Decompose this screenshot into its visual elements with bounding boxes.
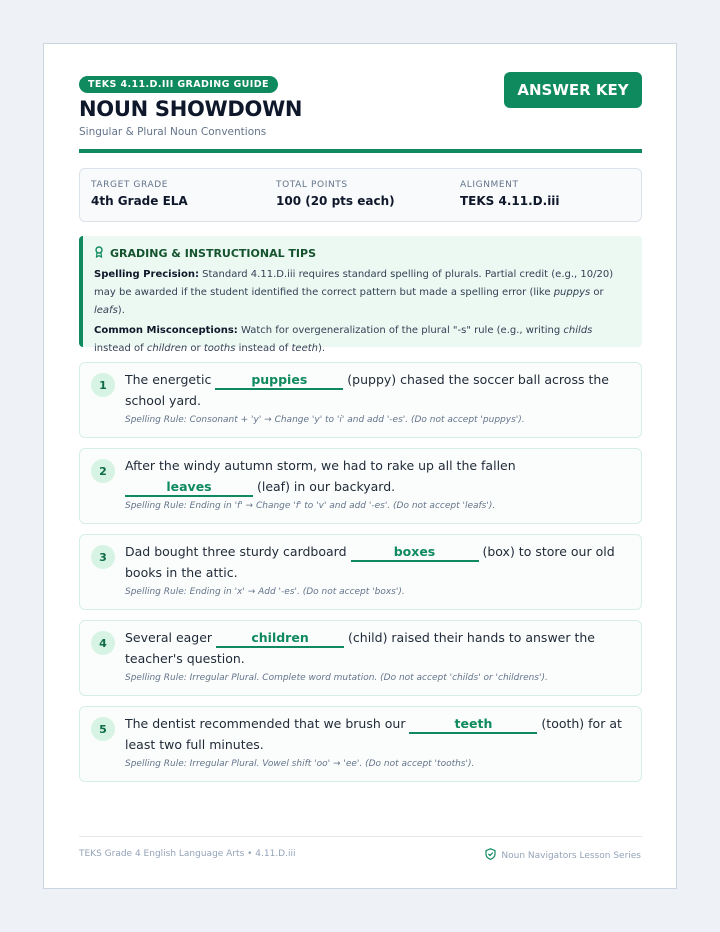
tip-example: puppys — [553, 287, 591, 298]
meta-value: TEKS 4.11.D.iii — [460, 194, 560, 208]
meta-alignment — [460, 180, 560, 208]
meta-label: TOTAL POINTS — [276, 180, 348, 190]
answer-key-label: ANSWER KEY — [504, 72, 642, 108]
page-title: NOUN SHOWDOWN — [79, 97, 303, 121]
tip-text: or — [590, 287, 604, 298]
footer-divider — [79, 836, 642, 837]
tip-text: instead of — [94, 343, 147, 354]
question-after: (puppy) chased the soccer ball across the school yard. — [125, 372, 609, 408]
tip-example: leafs — [94, 305, 118, 316]
tip-example: teeth — [291, 343, 318, 354]
tip-text: ). — [318, 343, 326, 354]
answer-blank: leaves — [125, 478, 253, 497]
tip-text: instead of — [235, 343, 292, 354]
question-after: (tooth) for at least two full minutes. — [125, 716, 622, 752]
tips-heading-text: GRADING & INSTRUCTIONAL TIPS — [110, 247, 317, 260]
footer-standard: TEKS Grade 4 English Language Arts • 4.11.D.iii — [79, 849, 296, 859]
tip-text: ). — [117, 305, 125, 316]
answer-blank: teeth — [409, 715, 537, 734]
tip-text: Standard 4.11.D.iii requires standard spelling of plurals. Partial credit (e.g., 10/20) may be awarded if the student identified the correct pattern but made a spelling error (like — [94, 269, 614, 298]
question-card — [79, 620, 642, 696]
question-text — [125, 541, 637, 583]
spelling-rule-note: Spelling Rule: Ending in 'f' → Change 'f' to 'v' and add '-es'. (Do not accept 'leafs'). — [125, 501, 496, 511]
answer-blank: puppies — [215, 371, 343, 390]
spelling-rule-note: Spelling Rule: Irregular Plural. Complete word mutation. (Do not accept 'childs' or 'childrens'). — [125, 673, 548, 683]
spelling-tip-label: Spelling Precision: — [94, 269, 199, 280]
question-number: 3 — [91, 545, 115, 569]
question-number: 5 — [91, 717, 115, 741]
footer-series-text: Noun Navigators Lesson Series — [501, 850, 641, 861]
misconception-tip-label: Common Misconceptions: — [94, 325, 238, 336]
worksheet-page — [43, 43, 677, 889]
answer-blank: children — [216, 629, 344, 648]
tips-heading — [94, 246, 630, 261]
grading-tips-panel — [79, 236, 642, 354]
meta-label: ALIGNMENT — [460, 180, 519, 190]
grading-guide-badge: TEKS 4.11.D.III GRADING GUIDE — [79, 76, 278, 93]
meta-total-points — [276, 180, 395, 208]
page-subtitle: Singular & Plural Noun Conventions — [79, 126, 267, 138]
question-before: Dad bought three sturdy cardboard — [125, 544, 351, 559]
question-card — [79, 448, 642, 524]
answer-blank: boxes — [351, 543, 479, 562]
spelling-rule-note: Spelling Rule: Ending in 'x' → Add '-es'. (Do not accept 'boxs'). — [125, 587, 405, 597]
question-text — [125, 627, 637, 669]
tip-text: Watch for overgeneralization of the plural "-s" rule (e.g., writing — [237, 325, 564, 336]
meta-target-grade — [91, 180, 188, 208]
ribbon-icon — [94, 246, 110, 261]
spelling-rule-note: Spelling Rule: Consonant + 'y' → Change 'y' to 'i' and add '-es'. (Do not accept 'puppys'). — [125, 415, 525, 425]
question-after: (box) to store our old books in the attic. — [125, 544, 615, 580]
meta-value: 100 (20 pts each) — [276, 194, 395, 208]
question-before: Several eager — [125, 630, 217, 645]
tip-example: childs — [563, 325, 593, 336]
question-card — [79, 534, 642, 610]
meta-panel — [79, 168, 642, 222]
tip-example: children — [146, 343, 188, 354]
question-number: 4 — [91, 631, 115, 655]
meta-value: 4th Grade ELA — [91, 194, 188, 208]
shield-check-icon — [485, 848, 501, 863]
question-text — [125, 713, 637, 755]
question-after: (child) raised their hands to answer the teacher's question. — [125, 630, 595, 666]
spelling-rule-note: Spelling Rule: Irregular Plural. Vowel shift 'oo' → 'ee'. (Do not accept 'tooths'). — [125, 759, 475, 769]
question-before: After the windy autumn storm, we had to rake up all the fallen — [125, 458, 516, 473]
spelling-tip — [94, 266, 630, 320]
question-card — [79, 362, 642, 438]
tip-text: or — [187, 343, 204, 354]
question-card — [79, 706, 642, 782]
tip-example: tooths — [203, 343, 236, 354]
question-number: 2 — [91, 459, 115, 483]
misconception-tip — [94, 322, 630, 358]
question-number: 1 — [91, 373, 115, 397]
footer-series — [485, 848, 641, 863]
question-before: The dentist recommended that we brush our — [125, 716, 410, 731]
question-before: The energetic — [125, 372, 216, 387]
question-text — [125, 369, 637, 411]
question-text — [125, 455, 637, 497]
question-after: (leaf) in our backyard. — [253, 479, 396, 494]
header-divider — [79, 149, 642, 153]
meta-label: TARGET GRADE — [91, 180, 169, 190]
